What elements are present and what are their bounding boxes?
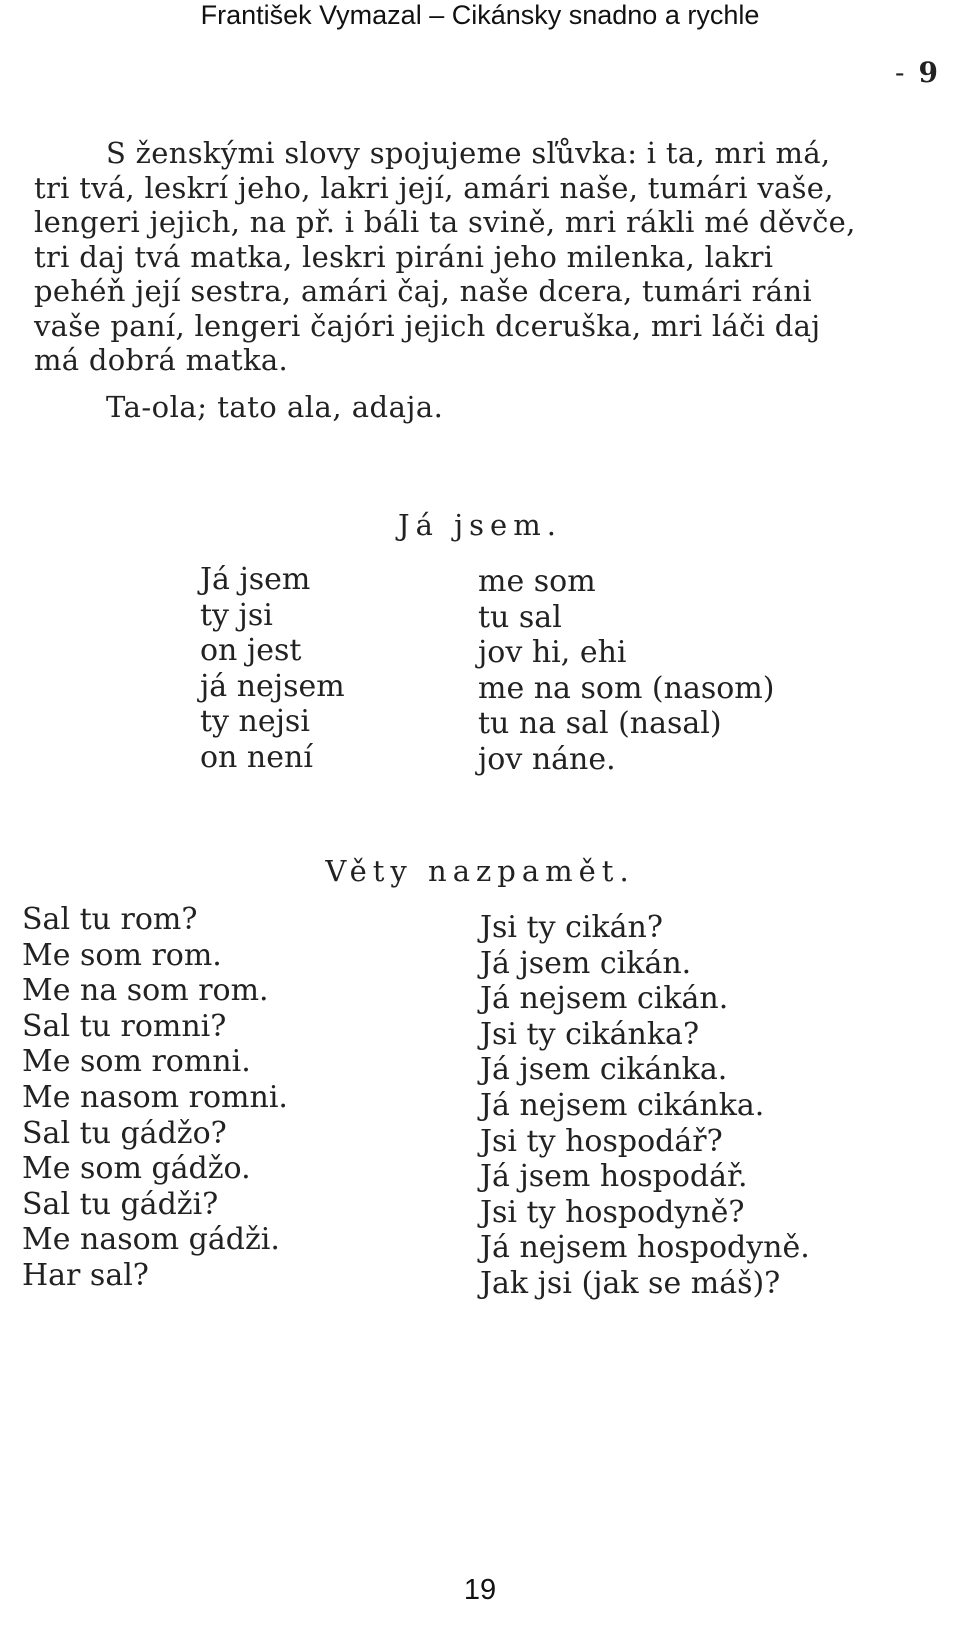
scan-page-mark — [895, 56, 938, 89]
phrase-right: Já jsem hospodář. — [480, 1159, 748, 1195]
phrase-right: Jak jsi (jak se máš)? — [480, 1265, 781, 1301]
romani-forms-column — [478, 564, 774, 777]
czech-form: ty nejsi — [200, 704, 310, 739]
phrase-right: Já nejsem cikánka. — [480, 1087, 765, 1123]
phrase-right: Já nejsem hospodyně. — [480, 1230, 810, 1266]
phrase-left: Sal tu romni? — [22, 1008, 227, 1044]
page-mark-number: 9 — [918, 56, 938, 89]
paragraph-line: vaše paní, lengeri čajóri jejich dceruška, mri láči daj — [34, 308, 821, 343]
scanned-page — [0, 34, 960, 1354]
section-heading-vety: Věty nazpamět. — [325, 854, 635, 888]
paragraph-line: má dobrá matka. — [34, 343, 288, 377]
phrase-right: Já jsem cikánka. — [480, 1052, 728, 1088]
paragraph-line: tri tvá, leskrí jeho, lakri její, amári naše, tumári vaše, — [34, 170, 834, 205]
phrase-left: Sal tu gádžo? — [22, 1115, 227, 1151]
phrase-left: Me na som rom. — [22, 973, 269, 1009]
romani-form: tu na sal (nasal) — [478, 706, 722, 741]
romani-form: tu sal — [478, 599, 562, 635]
romani-form: jov hi, ehi — [478, 635, 627, 670]
page-number: 19 — [463, 1574, 497, 1606]
czech-form: já nejsem — [200, 668, 345, 704]
czech-form: Já jsem — [200, 562, 311, 597]
phrase-left: Har sal? — [22, 1257, 149, 1293]
phrase-left: Me som romni. — [22, 1044, 251, 1080]
phrase-left: Me nasom romni. — [22, 1079, 288, 1115]
phrase-left: Me nasom gádži. — [22, 1222, 280, 1258]
section-heading-ja-jsem: Já jsem. — [398, 508, 562, 542]
phrase-right: Já nejsem cikán. — [480, 981, 729, 1017]
phrase-right: Jsi ty hospodyně? — [480, 1194, 745, 1230]
romani-form: me som — [478, 564, 596, 599]
czech-forms-column — [200, 562, 345, 775]
romani-form: jov náne. — [478, 741, 616, 777]
paragraph-line: tri daj tvá matka, leskri piráni jeho milenka, lakri — [34, 239, 774, 274]
phrase-right: Jsi ty hospodář? — [480, 1123, 723, 1159]
czech-phrases-column — [480, 910, 810, 1302]
phrase-left: Sal tu gádži? — [22, 1186, 219, 1222]
page-dash: - — [895, 56, 905, 89]
example-line: Ta-ola; tato ala, adaja. — [106, 390, 444, 424]
czech-form: ty jsi — [200, 597, 273, 633]
romani-form: me na som (nasom) — [478, 670, 775, 706]
phrase-right: Jsi ty cikánka? — [480, 1016, 700, 1052]
paragraph-line: pehéň její sestra, amári čaj, naše dcera, tumári ráni — [34, 274, 812, 308]
paragraph-line: S ženskými slovy spojujeme sľůvka: i ta, mri má, — [106, 136, 831, 170]
document-header: František Vymazal – Cikánsky snadno a rychle — [200, 0, 760, 30]
romani-phrases-column — [22, 902, 288, 1294]
grammar-paragraph — [34, 136, 940, 378]
paragraph-line: lengeri jejich, na př. i báli ta svině, mri rákli mé děvče, — [34, 205, 856, 239]
czech-form: on není — [200, 739, 313, 775]
phrase-left: Me som rom. — [22, 937, 222, 973]
phrase-right: Já jsem cikán. — [480, 945, 692, 981]
phrase-left: Me som gádžo. — [22, 1151, 251, 1187]
phrase-right: Jsi ty cikán? — [480, 910, 663, 945]
czech-form: on jest — [200, 633, 302, 668]
phrase-left: Sal tu rom? — [22, 902, 198, 937]
